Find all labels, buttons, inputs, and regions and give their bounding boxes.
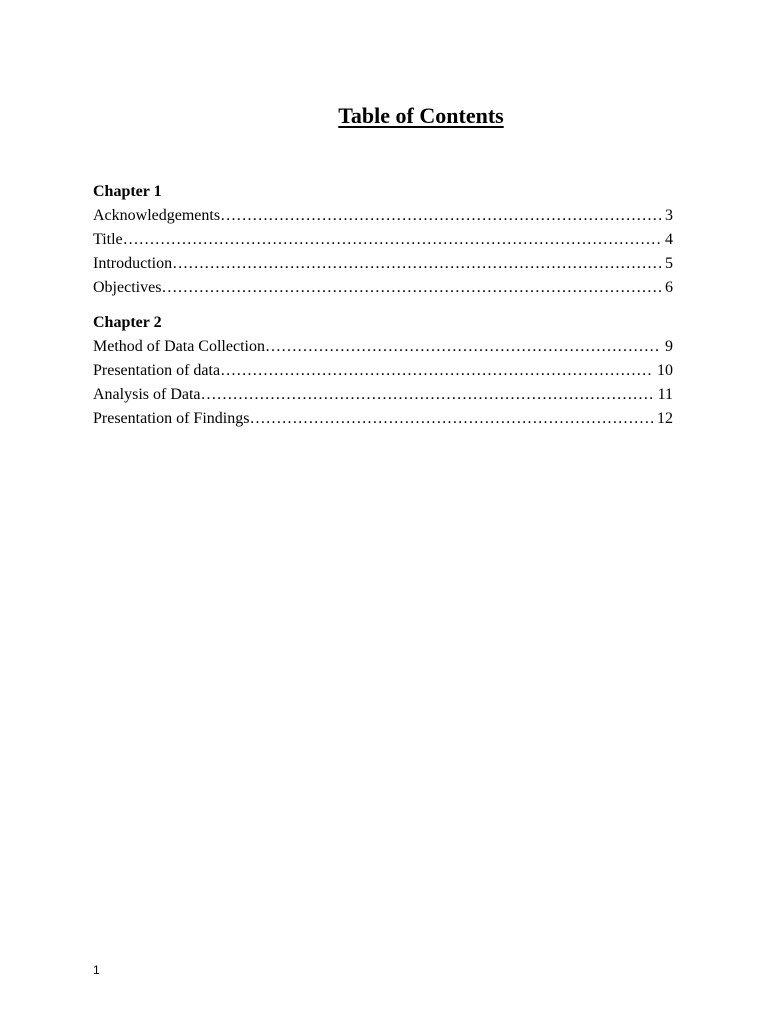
toc-entry-presentation-of-findings[interactable] (93, 407, 673, 431)
toc-entry-presentation-of-data[interactable] (93, 359, 673, 383)
toc-entry-page: 10 (657, 362, 673, 379)
chapter-heading: Chapter 2 (93, 314, 162, 331)
toc-entry-analysis-of-data[interactable] (93, 383, 673, 407)
toc-chapter-1 (93, 180, 673, 300)
dot-leader (249, 407, 653, 431)
toc-entry-page: 4 (665, 231, 673, 248)
toc-entry-label: Title (93, 231, 123, 248)
dot-leader (201, 383, 654, 407)
toc-entry-label: Objectives (93, 279, 162, 296)
toc-entry-method-of-data-collection[interactable] (93, 335, 673, 359)
toc-entry-label: Introduction (93, 255, 173, 272)
toc-entry-label: Acknowledgements (93, 207, 221, 224)
toc-entry-page: 6 (665, 279, 673, 296)
toc-entry-title[interactable] (93, 228, 673, 252)
toc-entry-page: 11 (657, 386, 673, 403)
chapter-heading: Chapter 1 (93, 183, 162, 200)
toc-entry-label: Method of Data Collection (93, 338, 265, 355)
toc-entry-page: 5 (665, 255, 673, 272)
dot-leader (123, 228, 661, 252)
toc-entry-label: Analysis of Data (93, 386, 201, 403)
dot-leader (172, 252, 661, 276)
toc-chapter-2 (93, 311, 673, 431)
dot-leader (220, 359, 653, 383)
page-title: Table of Contents (338, 103, 504, 128)
toc-entry-label: Presentation of Findings (93, 410, 250, 427)
dot-leader (220, 204, 661, 228)
toc-entry-page: 9 (665, 338, 673, 355)
toc-entry-page: 12 (657, 410, 673, 427)
toc-entry-label: Presentation of data (93, 362, 221, 379)
toc-entry-acknowledgements[interactable] (93, 204, 673, 228)
dot-leader (161, 276, 661, 300)
toc-entry-page: 3 (665, 207, 673, 224)
page-number: 1 (93, 963, 100, 977)
dot-leader (265, 335, 661, 359)
toc-entry-objectives[interactable] (93, 276, 673, 300)
toc-entry-introduction[interactable] (93, 252, 673, 276)
